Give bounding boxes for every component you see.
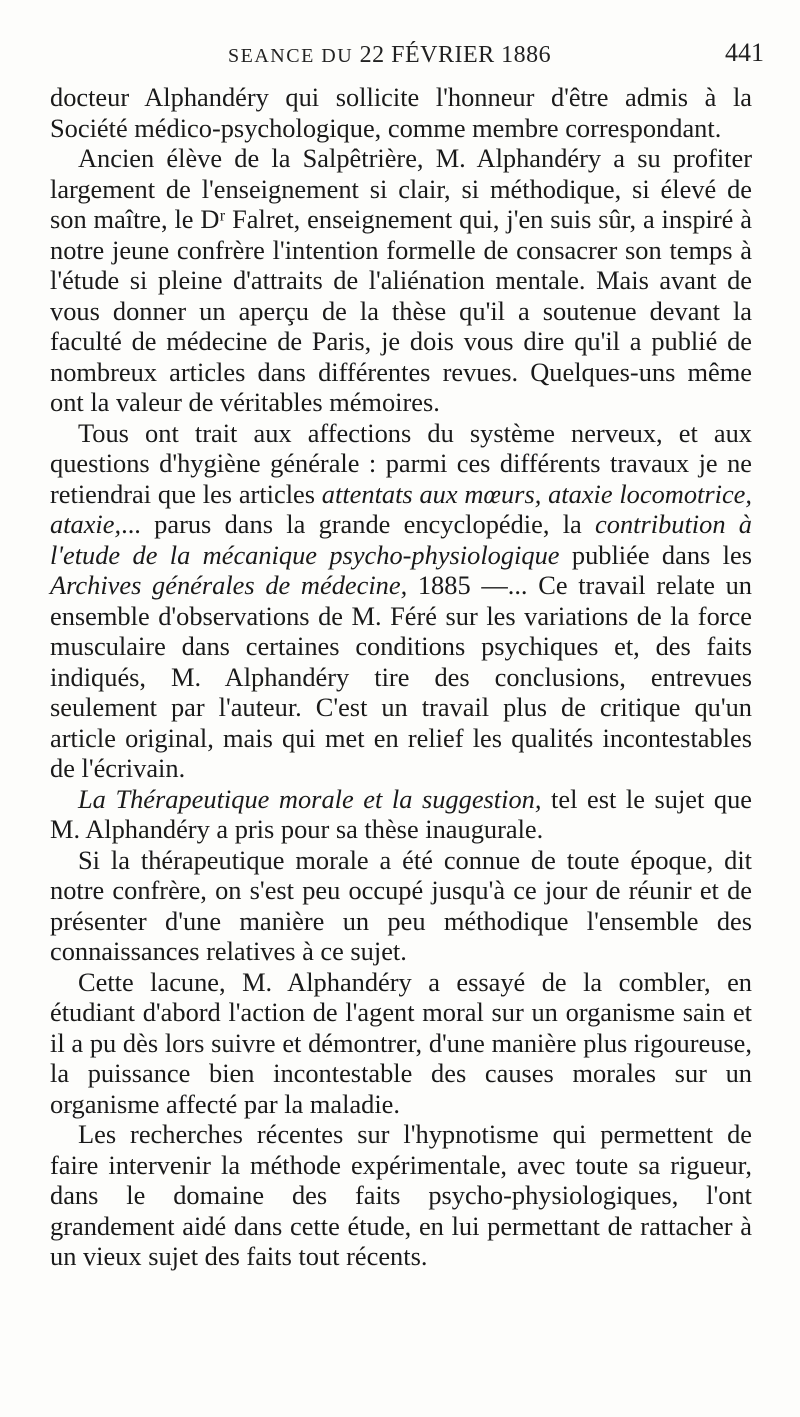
paragraph-text: publiée dans les [559, 539, 752, 570]
paragraph-text: Tous ont trait aux affections du système nerveux, et aux questions d'hygiène générale : parmi ces différents travaux je ne retiendrai que les articles [50, 417, 752, 509]
paragraph-text: Cette lacune, M. Alphandéry a essayé de la combler, en étudiant d'abord l'action de l'agent moral sur un organisme sain et il a pu dès lors suivre et démontrer, d'une manière plus rigoureuse, la puissance bien incontestable des causes morales sur un organisme affecté par la maladie. [50, 966, 752, 1119]
paragraph-text: docteur Alphandéry qui sollicite l'honneur d'être admis à la Société médico-psychologique, comme membre correspondant. [50, 82, 752, 143]
paragraph [50, 418, 752, 784]
session-date: 22 FÉVRIER 1886 [359, 42, 552, 68]
running-head [48, 38, 768, 72]
running-title-text: SEANCE DU [228, 45, 354, 67]
paragraph-text: Si la thérapeutique morale a été connue de toute époque, dit notre confrère, on s'est peu occupé jusqu'à ce jour de réunir et de présenter d'une manière un peu méthodique l'ensemble des connaissances relatives à ce sujet. [50, 844, 752, 966]
paragraph [50, 1119, 752, 1272]
paragraph-text: Les recherches récentes sur l'hypnotisme qui permettent de faire intervenir la méthode expérimentale, avec toute sa rigueur, dans le domaine des faits psycho-physiologiques, l'ont grandement aidé dans cette étude, en lui permettant de rattacher à un vieux sujet des faits tout récents. [50, 1119, 752, 1271]
paragraph [50, 845, 752, 967]
paragraph-text: Ancien élève de la Salpêtrière, M. Alphandéry a su profiter largement de l'enseignement si clair, si méthodique, si élevé de son maître, le Dʳ Falret, enseignement qui, j'en suis sûr, a inspiré à notre jeune confrère l'intention formelle de consacrer son temps à l'étude si pleine d'attraits de l'aliénation mentale. Mais avant de vous donner un aperçu de la thèse qu'il a soutenue devant la faculté de médecine de Paris, je dois vous dire qu'il a publié de nombreux articles dans différentes revues. Quelques-uns même ont la valeur de véritables mémoires. [50, 143, 752, 417]
italic-title-text: Archives générales de médecine, [50, 570, 408, 600]
paragraph [50, 143, 752, 418]
italic-title-text: attentats aux mœurs, ataxie locomotrice, ataxie, [50, 478, 752, 539]
italic-title-text: contribution à l'etude de la mécanique psycho-physiologique [50, 509, 752, 570]
paragraph [50, 82, 752, 143]
paragraph-text: ... parus dans la grande encyclopédie, la [121, 509, 596, 539]
paragraph [50, 784, 752, 845]
paragraph [50, 967, 752, 1120]
italic-title-text: La Thérapeutique morale et la suggestion, [78, 783, 542, 814]
paragraph-text: 1885 —... Ce travail relate un ensemble d'observations de M. Féré sur les variations de la force musculaire dans certaines conditions psychiques et, des faits indiqués, M. Alphandéry tire des conclusions, entrevues seulement par l'auteur. C'est un travail plus de critique qu'un article original, mais qui met en relief les qualités incontestables de l'écrivain. [50, 570, 752, 783]
body-text [50, 82, 752, 1272]
paragraph-text: tel est le sujet que M. Alphandéry a pris pour sa thèse inaugurale. [50, 783, 752, 844]
page-number: 441 [725, 38, 764, 67]
running-title [228, 42, 551, 69]
